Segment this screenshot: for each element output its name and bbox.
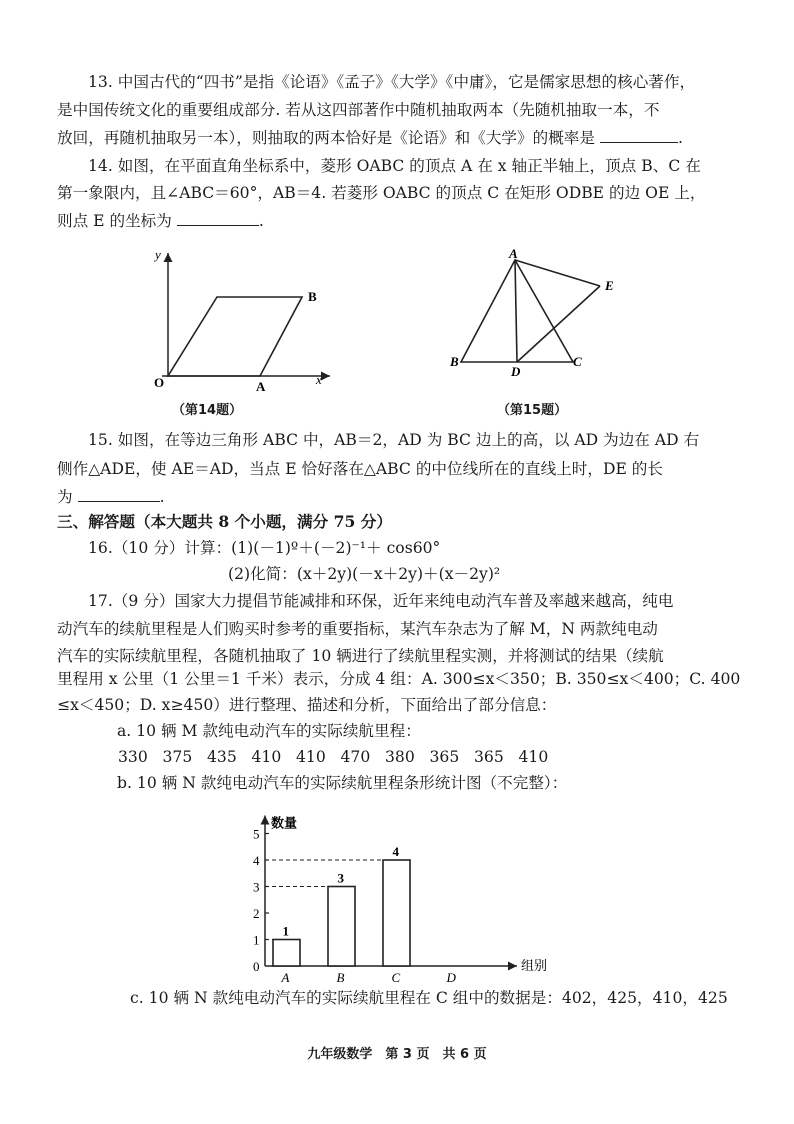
chart-y-tick-label: 0 (253, 959, 260, 974)
q15-line-2: 侧作△ADE，使 AE＝AD，当点 E 恰好落在△ABC 的中位线所在的直线上时，DE 的长 (57, 460, 663, 478)
bar-chart (235, 808, 555, 992)
q13-line-3 (57, 128, 683, 148)
q13-line-1: 13. 中国古代的“四书”是指《论语》《孟子》《大学》《中庸》，它是儒家思想的核心著作， (88, 73, 696, 91)
m-value: 330 (118, 748, 148, 766)
chart-x-axis-label: 组别 (521, 958, 548, 973)
m-value: 435 (207, 748, 237, 766)
chart-bar (383, 860, 410, 966)
m-value: 470 (340, 748, 371, 766)
q13-line-3-text: 放回，再随机抽取另一本），则抽取的两本恰好是《论语》和《大学》的概率是 (57, 129, 595, 147)
chart-bar (273, 940, 300, 967)
m-value: 365 (429, 748, 460, 766)
q17-line-2: 动汽车的续航里程是人们购买时参考的重要指标，某汽车杂志为了解 M，N 两款纯电动 (57, 620, 658, 638)
point-d-label: D (511, 364, 521, 379)
m-value: 380 (385, 748, 415, 766)
q13-line-2: 是中国传统文化的重要组成部分. 若从这四部著作中随机抽取两本（先随机抽取一本，不 (57, 101, 660, 119)
page-footer: 九年级数学 第 3 页 共 6 页 (307, 1047, 487, 1062)
chart-data-label: 4 (392, 844, 399, 859)
chart-bar (328, 887, 355, 967)
q17-a-label: a. 10 辆 M 款纯电动汽车的实际续航里程： (117, 722, 421, 740)
chart-category-label: A (281, 970, 290, 985)
point-c-label: C (573, 354, 582, 369)
q15-line-1: 15. 如图，在等边三角形 ABC 中，AB＝2，AD 为 BC 边上的高，以 AD 为边在 AD 右 (88, 431, 700, 449)
m-value: 375 (162, 748, 193, 766)
q13-answer-blank (600, 128, 678, 143)
chart-category-label: D (446, 970, 456, 985)
figure-14-caption: （第14题） (172, 403, 243, 418)
q15-answer-blank (78, 487, 160, 502)
rhombus-oabc (168, 297, 302, 376)
q17-line-3: 汽车的实际续航里程，各随机抽取了 10 辆进行了续航里程实测，并将测试的结果（续航 (57, 647, 664, 665)
point-e-label: E (605, 278, 614, 293)
q17-c-label: c. 10 辆 N 款纯电动汽车的实际续航里程在 C 组中的数据是：402，425，410，425 (130, 989, 728, 1007)
q17-b-label: b. 10 辆 N 款纯电动汽车的实际续航里程条形统计图（不完整）： (117, 774, 568, 792)
chart-y-tick-label: 5 (253, 826, 260, 842)
chart-data-label: 1 (282, 923, 289, 939)
point-a-label: A (509, 246, 518, 261)
segment-ad (515, 260, 517, 362)
point-a-label: A (256, 379, 266, 394)
figure-15-caption: （第15题） (497, 403, 568, 418)
q13-line-3-end: . (677, 129, 683, 147)
q14-line-2: 第一象限内，且∠ABC＝60°，AB＝4. 若菱形 OABC 的顶点 C 在矩形 ODBE 的边 OE 上， (57, 184, 706, 202)
q14-line-3-text: 则点 E 的坐标为 (57, 212, 172, 230)
chart-y-tick-label: 1 (253, 932, 260, 948)
q17-line-5: ≤x＜450；D. x≥450）进行整理、描述和分析，下面给出了部分信息： (57, 696, 557, 714)
point-o-label: O (154, 375, 165, 390)
q17-line-1: 17.（9 分）国家大力提倡节能减排和环保，近年来纯电动汽车普及率越来越高，纯电 (88, 592, 674, 610)
q14-line-1: 14. 如图，在平面直角坐标系中，菱形 OABC 的顶点 A 在 x 轴正半轴上，顶点 B、C 在 (88, 157, 701, 175)
segment-de (517, 286, 600, 362)
m-value: 410 (251, 748, 282, 766)
q17-line-4: 里程用 x 公里（1 公里＝1 千米）表示，分成 4 组：A. 300≤x＜350；B. 350≤x＜400；C. 400 (57, 670, 741, 688)
y-axis-label: y (155, 247, 161, 262)
q15-line-3-text: 为 (57, 488, 73, 506)
q14-line-3-end: . (258, 212, 264, 230)
chart-y-tick-label: 4 (253, 853, 260, 868)
figure-14 (140, 245, 340, 395)
m-values-list (118, 747, 563, 767)
q16-line-1: 16.（10 分）计算：(1)(－1)º＋(－2)⁻¹＋ cos60° (88, 539, 441, 557)
q14-line-3 (57, 211, 264, 231)
x-axis-label: x (316, 372, 322, 387)
chart-y-tick-label: 2 (253, 906, 260, 921)
chart-data-label: 3 (337, 870, 344, 886)
q15-line-3-end: . (159, 488, 165, 506)
chart-category-label: C (391, 970, 401, 985)
section-3-heading: 三、解答题（本大题共 8 个小题，满分 75 分） (57, 512, 392, 531)
q14-answer-blank (177, 211, 259, 226)
q16-line-2: (2)化简：(x＋2y)(－x＋2y)＋(x－2y)² (228, 565, 501, 583)
chart-category-label: B (336, 970, 345, 985)
figure-15 (445, 248, 635, 378)
chart-y-tick-label: 3 (253, 879, 260, 895)
m-value: 410 (518, 748, 549, 766)
m-value: 410 (296, 748, 326, 766)
point-b-label: B (308, 289, 317, 304)
point-b-label: B (450, 354, 459, 369)
q15-line-3 (57, 487, 165, 507)
chart-y-axis-label: 数量 (271, 815, 298, 831)
m-value: 365 (474, 748, 504, 766)
